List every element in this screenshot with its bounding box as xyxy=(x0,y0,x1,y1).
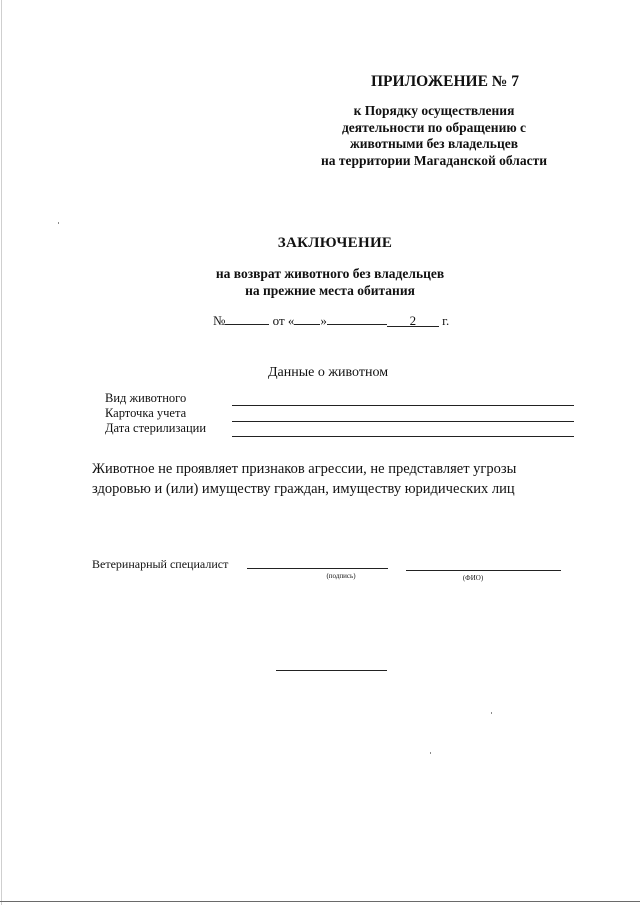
sterilization-date-label: Дата стерилизации xyxy=(105,421,207,435)
full-name-field[interactable] xyxy=(406,570,561,571)
animal-type-label: Вид животного xyxy=(105,391,187,405)
number-blank[interactable] xyxy=(225,311,269,325)
appendix-line: к Порядку осуществления xyxy=(353,103,515,118)
day-blank[interactable] xyxy=(294,311,320,325)
appendix-line: на территории Магаданской области xyxy=(320,152,548,168)
date-close-quote: » xyxy=(320,313,327,328)
full-name-caption: (ФИО) xyxy=(462,574,484,582)
appendix-line: деятельности по обращению с xyxy=(341,119,527,135)
signature-field[interactable] xyxy=(247,568,388,569)
signature-caption: (подпись) xyxy=(326,572,356,580)
registration-card-label: Карточка учета xyxy=(105,406,187,420)
non-aggression-statement: Животное не проявляет признаков агрессии, не представляет угрозы здоровью и (или) имуществу граждан, имуществу юридических лиц xyxy=(92,461,517,497)
scan-speck xyxy=(430,752,431,754)
document-title: ЗАКЛЮЧЕНИЕ xyxy=(277,235,393,251)
scan-bottom-edge xyxy=(0,901,640,902)
appendix-reference xyxy=(300,103,568,169)
year-digit: 2 xyxy=(409,313,417,328)
sterilization-date-field[interactable] xyxy=(232,436,574,437)
scan-speck xyxy=(491,712,492,714)
veterinary-specialist-label: Ветеринарный специалист xyxy=(92,557,229,571)
animal-data-heading: Данные о животном xyxy=(268,365,389,380)
animal-type-field[interactable] xyxy=(232,405,574,406)
year-suffix: г. xyxy=(442,313,450,328)
number-sign: № xyxy=(213,313,226,328)
closing-divider xyxy=(276,670,387,671)
date-from-label: от « xyxy=(272,313,295,328)
document-subtitle xyxy=(180,266,480,299)
year-blank[interactable] xyxy=(387,313,439,327)
number-date-line xyxy=(213,311,449,329)
subtitle-line: на прежние места обитания xyxy=(245,282,415,298)
appendix-title: ПРИЛОЖЕНИЕ № 7 xyxy=(371,73,519,90)
month-blank[interactable] xyxy=(327,311,387,325)
subtitle-line: на возврат животного без владельцев xyxy=(215,266,445,281)
scan-margin-edge xyxy=(1,0,2,905)
scan-speck xyxy=(58,222,59,224)
appendix-line: животными без владельцев xyxy=(349,136,519,151)
registration-card-field[interactable] xyxy=(232,421,574,422)
